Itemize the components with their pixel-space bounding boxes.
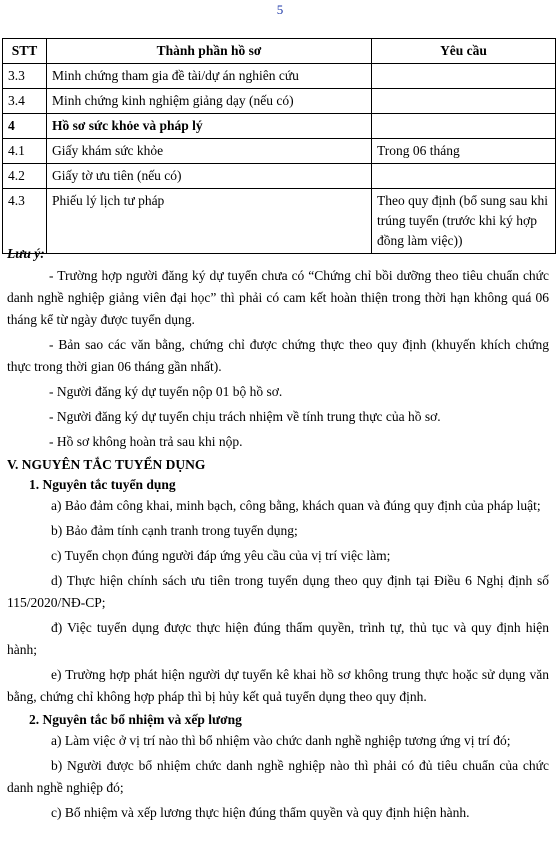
note-item: - Hồ sơ không hoàn trả sau khi nộp. [49, 434, 243, 449]
note-title: Lưu ý: [7, 246, 45, 261]
row-item: Giấy tờ ưu tiên (nếu có) [47, 164, 372, 189]
note-item: - Người đăng ký dự tuyển nộp 01 bộ hồ sơ. [49, 384, 283, 399]
table-row [3, 164, 556, 189]
table-row [3, 114, 556, 139]
row-item: Minh chứng kinh nghiệm giảng dạy (nếu có) [47, 89, 372, 114]
row-requirement [372, 89, 556, 114]
row-stt: 3.3 [3, 64, 47, 89]
table-row [3, 139, 556, 164]
row-requirement: Trong 06 tháng [372, 139, 556, 164]
row-item: Hồ sơ sức khỏe và pháp lý [47, 114, 372, 139]
table-row [3, 64, 556, 89]
row-item: Phiếu lý lịch tư pháp [47, 189, 372, 254]
note-item: - Bản sao các văn bằng, chứng chỉ được chứng thực theo quy định (khuyến khích chứng thực trong thời gian 06 tháng gần nhất). [7, 337, 549, 374]
principle-item: b) Bảo đảm tính cạnh tranh trong tuyển dụng; [51, 523, 298, 538]
row-requirement [372, 64, 556, 89]
header-item: Thành phần hồ sơ [47, 39, 372, 64]
section-title: V. NGUYÊN TẮC TUYỂN DỤNG [7, 457, 206, 472]
row-stt: 3.4 [3, 89, 47, 114]
row-item: Giấy khám sức khỏe [47, 139, 372, 164]
principle-item: b) Người được bổ nhiệm chức danh nghề nghiệp nào thì phải có đủ tiêu chuẩn của chức danh nghề nghiệp đó; [7, 758, 549, 795]
note-item: - Trường hợp người đăng ký dự tuyển chưa có “Chứng chỉ bồi dưỡng theo tiêu chuẩn chức danh nghề nghiệp giảng viên đại học” thì phải có cam kết hoàn thiện trong thời hạn không quá 06 tháng kể từ ngày được tuyển dụng. [7, 268, 549, 327]
subsection-title: 2. Nguyên tắc bổ nhiệm và xếp lương [29, 712, 242, 727]
document-body [7, 243, 549, 824]
principle-item: a) Làm việc ở vị trí nào thì bổ nhiệm vào chức danh nghề nghiệp tương ứng vị trí đó; [51, 733, 511, 748]
subsection-title: 1. Nguyên tắc tuyển dụng [29, 477, 176, 492]
row-stt: 4 [3, 114, 47, 139]
table-header-row [3, 39, 556, 64]
principle-item: e) Trường hợp phát hiện người dự tuyển kê khai hồ sơ không trung thực hoặc sử dụng văn bằng, chứng chỉ không hợp pháp thì bị hủy kết quả tuyển dụng theo quy định. [7, 667, 549, 704]
row-stt: 4.3 [3, 189, 47, 254]
principle-item: c) Bổ nhiệm và xếp lương thực hiện đúng thẩm quyền và quy định hiện hành. [51, 805, 470, 820]
header-stt: STT [3, 39, 47, 64]
principle-item: đ) Việc tuyển dụng được thực hiện đúng thẩm quyền, trình tự, thủ tục và quy định hiện hành; [7, 620, 549, 657]
row-stt: 4.2 [3, 164, 47, 189]
row-requirement [372, 114, 556, 139]
principle-item: c) Tuyển chọn đúng người đáp ứng yêu cầu của vị trí việc làm; [51, 548, 391, 563]
documents-table [2, 38, 556, 254]
row-requirement: Theo quy định (bổ sung sau khi trúng tuyển (trước khi ký hợp đồng làm việc)) [372, 189, 556, 254]
principle-item: d) Thực hiện chính sách ưu tiên trong tuyển dụng theo quy định tại Điều 6 Nghị định số 115/2020/NĐ-CP; [7, 573, 549, 610]
table-row [3, 89, 556, 114]
page-number: 5 [276, 2, 284, 17]
header-requirement: Yêu cầu [372, 39, 556, 64]
row-requirement [372, 164, 556, 189]
note-item: - Người đăng ký dự tuyển chịu trách nhiệm về tính trung thực của hồ sơ. [49, 409, 441, 424]
row-item: Minh chứng tham gia đề tài/dự án nghiên cứu [47, 64, 372, 89]
principle-item: a) Bảo đảm công khai, minh bạch, công bằng, khách quan và đúng quy định của pháp luật; [51, 498, 541, 513]
row-stt: 4.1 [3, 139, 47, 164]
